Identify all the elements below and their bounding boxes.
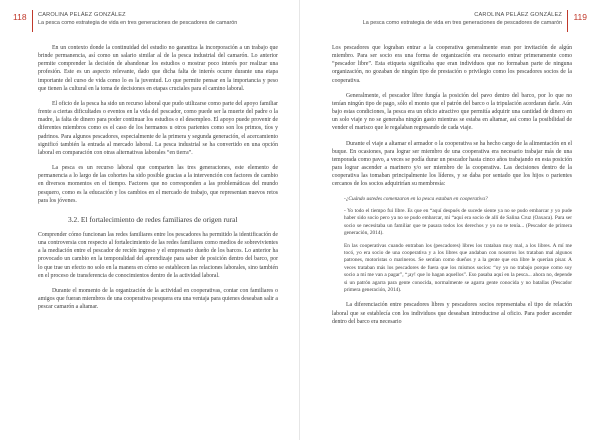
paragraph: La pesca es un recurso laboral que comparten las tres generaciones, este elemento de permanencia a lo largo de las cohortes ha sido posible gracias a la intervención con factores de cambio en diversos momentos en el tiempo. Factores que no corresponden a las problemáticas del mundo pesquero, como es la educación y los cambios en el mercado de trabajo, que representan nuevos retos para los jóvenes. (38, 165, 278, 204)
quote-answer: - Yo todo el tiempo fui libre. Es que en “aquí después de sucede siente ya no se pudo embarcar y yo pude haber sido socio pero ya no se pudo embarcar, mi “aquí era socio de allí de Salina Cruz (Oaxaca). Para ser socio se necesitaba un familiar que te pasara todos los derechos y yo no te tenía... (Pescador de primera generación, 2014). (344, 207, 572, 237)
header-title: La pesca como estrategia de vida en tres generaciones de pescadores de camarón (38, 20, 238, 26)
header-author: CAROLINA PELÁEZ GONZÁLEZ (474, 12, 562, 18)
page-number: 118 (13, 12, 27, 22)
paragraph: En un contexto donde la continuidad del estudio no garantiza la incorporación a un trabajo que brinde permanencia, así como un salario similar al de la pesca industrial del camarón. Lo anterior permite comprender la decisión de abandonar los estudios o mostrar poco interés por realizar una profesión. Este es un aspecto relevante, dado que dicha falta de interés ocurre durante una etapa importante del curso de vida como lo es la juventud. Lo que permite pensar en la importancia y peso que tienen la cultural en la toma de decisiones en etapas cruciales para el camino laboral. (38, 45, 278, 92)
block-quote (344, 196, 572, 295)
paragraph: Generalmente, el pescador libre fungía la posición del pavo dentro del barco, por lo que no tenían ningún tipo de pago, sólo el monto que el patrón del barco o la tripulación acordaran darle. Aún bajo estas condiciones, la pesca era un oficio atractivo que permitía adquirir una cantidad de dinero en un solo viaje y no se generaba ningún gasto mientras se estaba en altamar, así como la posibilidad de vender el marisco que le regalaban regresando de cada viaje. (332, 92, 572, 132)
running-header (38, 11, 237, 27)
paragraph: La diferenciación entre pescadores libres y pescadores socios representaba el tipo de relación laboral que se establecía con los individuos que deseaban introducirse al oficio. Para poder ascender dentro del barco era necesario (332, 302, 572, 325)
paragraph: El oficio de la pesca ha sido un recurso laboral que pudo utilizarse como parte del apoyo familiar frente a ciertas dificultades o eventos en la vida del pescador, como puede ser la muerte del padre o la madre, la falta de dinero para poder continuar los estudios o el desempleo. El apoyo puede provenir de diferentes miembros como es el caso de los hermanos u otros parientes como son los primos, tíos y padrinos. Para algunos pescadores, especialmente de la primera y segunda generación, el acercamiento significó también la entrada al mercado laboral. La pesca industrial se ha convertido en una opción laboral en comparación con otras alternativas laborales “en tierra”. (38, 100, 278, 156)
header-rule (567, 10, 568, 32)
header-rule (32, 10, 33, 32)
page-number: 119 (573, 12, 587, 22)
paragraph: Durante el viaje a altamar el armador o la cooperativa se ha hecho cargo de la alimentación en el buque. En ocasiones, para lograr ser miembro de una cooperativa era necesario trabajar más de una temporada como pavo, a veces se podía durar un pescador hasta cinco años trabajando en esta posición para lograr ascender a marinero y/o ser miembro de la cooperativa. Las decisiones dentro de la cooperativa las tomaban principalmente los líderes, y se daba por sentado que los hijos o parientes cercanos de los socios adquirirían su membresía: (332, 140, 572, 188)
paragraph: Durante el momento de la organización de la actividad en cooperativas, contar con familiares o amigos que fueran miembros de una cooperativa pesquera era una ventaja para quienes deseaban salir a pescar camarón a altamar. (38, 287, 278, 311)
quote-paragraph: En las cooperativas cuando entraban los (pescadores) libres los trataban muy mal, a los libres. A mí me tocó, yo era socio de una cooperativa y a los libres que andaban con nosotros los trataban mal algunos patrones, motoristas o marineros. Se sentían como dueños y a la gente que era libre le querían pisar. A veces trataban más los pescadores de fuera que los mismos socios: “oy yo no trabajo porque como soy socio a mí me van a pagar”, “¡ay! que lo hagan aquellos”. Eso pasaba aquí en la pesca... ahora no, depende si un patrón agarra para gente conocida, normalmente se agarra gente conocida y no batallas (Pescador primera generación, 2014). (344, 242, 572, 293)
paragraph: Comprender cómo funcionan las redes familiares entre los pescadores ha permitido la identificación de una controversia con respecto al fortalecimiento de las redes familiares como medios de sobrevivientes a la mediación entre el pescador de recién ingreso y el empresario dueño de los barcos. Lo anterior ha provocado un cambio en la temporalidad del aprendizaje para saber de posición dentro del barco, por lo que trae un efecto no solo en la manera en cómo se establecen las relaciones laborales, sino también en el proceso de transferencia de conocimientos dentro de la actividad laboral. (38, 231, 278, 279)
header-author: CAROLINA PELÁEZ GONZÁLEZ (38, 12, 126, 18)
right-page (300, 0, 600, 440)
quote-question-text: -¿Cuándo ustedes comenzaron en la pesca estaban en cooperativa? (344, 195, 488, 202)
header-title: La pesca como estrategia de vida en tres generaciones de pescadores de camarón (362, 20, 562, 26)
page-body (332, 44, 572, 333)
quote-question (344, 196, 572, 203)
running-header (363, 11, 562, 27)
section-heading: 3.2. El fortalecimiento de redes familiares de origen rural (68, 214, 238, 224)
paragraph: Los pescadores que lograban entrar a la cooperativa generalmente eran por invitación de algún miembro. Para ser socio era una forma de organización era necesario entrar primeramente como “pescador libre”. Esta etiqueta significaba que eran individuos que no formaban parte de ninguna organización, no gozaban de ningún tipo de prestación o privilegio como los pescadores socios de la cooperativa. (332, 45, 572, 84)
page-body (38, 44, 278, 318)
